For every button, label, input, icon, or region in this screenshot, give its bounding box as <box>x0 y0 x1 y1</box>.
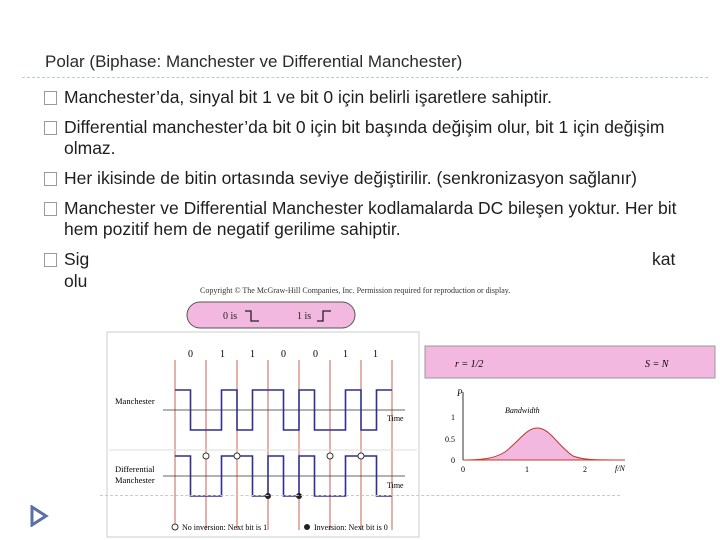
bit-label: 1 <box>373 349 378 360</box>
copyright-text: Copyright © The McGraw-Hill Companies, Inc. Permission required for reproduction or display. <box>200 286 511 295</box>
save-label: S = N <box>645 359 669 370</box>
bit-label: 1 <box>343 349 348 360</box>
checkbox-bullet-icon <box>44 172 57 186</box>
y-tick: 0 <box>451 456 455 465</box>
y-tick: 1 <box>451 413 455 422</box>
p-label: P <box>457 388 463 398</box>
bit-label: 1 <box>220 349 225 360</box>
bullet-item <box>44 87 712 108</box>
footer-divider <box>100 495 620 496</box>
bullet-text: Sig <box>64 249 90 269</box>
bullet-text: Manchester ve Differential Manchester kodlamalarda DC bileşen yoktur. Her bit hem pozitif hem de negatif gerilime sahiptir. <box>64 198 677 239</box>
checkbox-bullet-icon <box>44 121 57 135</box>
bullet-list <box>44 87 712 301</box>
play-triangle-icon[interactable] <box>28 505 50 527</box>
inversion-label: Inversion: Next bit is 0 <box>314 523 388 532</box>
legend-one-label: 1 is <box>297 311 312 322</box>
bullet-item <box>44 249 712 270</box>
bandwidth-label: Bandwidth <box>505 406 540 415</box>
fn-label: f/N <box>615 464 625 473</box>
y-tick: 0.5 <box>445 435 455 444</box>
bullet-text: Differential manchester’da bit 0 için bit başında değişim olur, bit 1 için değişim olmaz. <box>64 117 665 158</box>
bit-label: 0 <box>281 349 286 360</box>
bullet-text: Her ikisinde de bitin ortasında seviye değiştirilir. (senkronizasyon sağlanır) <box>64 168 637 188</box>
legend-box <box>187 302 355 328</box>
no-inversion-dot <box>172 524 178 530</box>
time-label: Time <box>387 414 404 423</box>
slide-title: Polar (Biphase: Manchester ve Differential Manchester) <box>45 52 463 71</box>
checkbox-bullet-icon <box>44 91 57 105</box>
manchester-label: Manchester <box>115 396 155 406</box>
bullet-text-tail: kat <box>652 249 676 269</box>
time-label: Time <box>387 481 404 490</box>
diff-manchester-label-2: Manchester <box>115 475 155 485</box>
legend-zero-label: 0 is <box>223 311 238 322</box>
bullet-item <box>44 117 712 159</box>
checkbox-bullet-icon <box>44 253 57 267</box>
x-tick: 0 <box>461 465 465 474</box>
bit-label: 1 <box>250 349 255 360</box>
ratio-label: r = 1/2 <box>455 359 484 370</box>
waveform-panel <box>107 332 419 537</box>
x-tick: 1 <box>525 465 529 474</box>
bit-label: 0 <box>188 349 193 360</box>
bullet-text: Manchester’da, sinyal bit 1 ve bit 0 için belirli işaretlere sahiptir. <box>64 87 552 107</box>
encoding-figure <box>105 280 718 540</box>
checkbox-bullet-icon <box>44 202 57 216</box>
diff-manchester-label: Differential <box>115 464 155 474</box>
inversion-dot <box>304 524 310 530</box>
bullet-item <box>44 198 712 240</box>
bit-label: 0 <box>313 349 318 360</box>
no-inversion-label: No inversion: Next bit is 1 <box>182 523 268 532</box>
x-tick: 2 <box>583 465 587 474</box>
bullet-item <box>44 168 712 189</box>
bandwidth-chart-bg <box>425 380 715 480</box>
bullet-text: olu <box>64 271 88 291</box>
title-divider <box>22 77 708 78</box>
